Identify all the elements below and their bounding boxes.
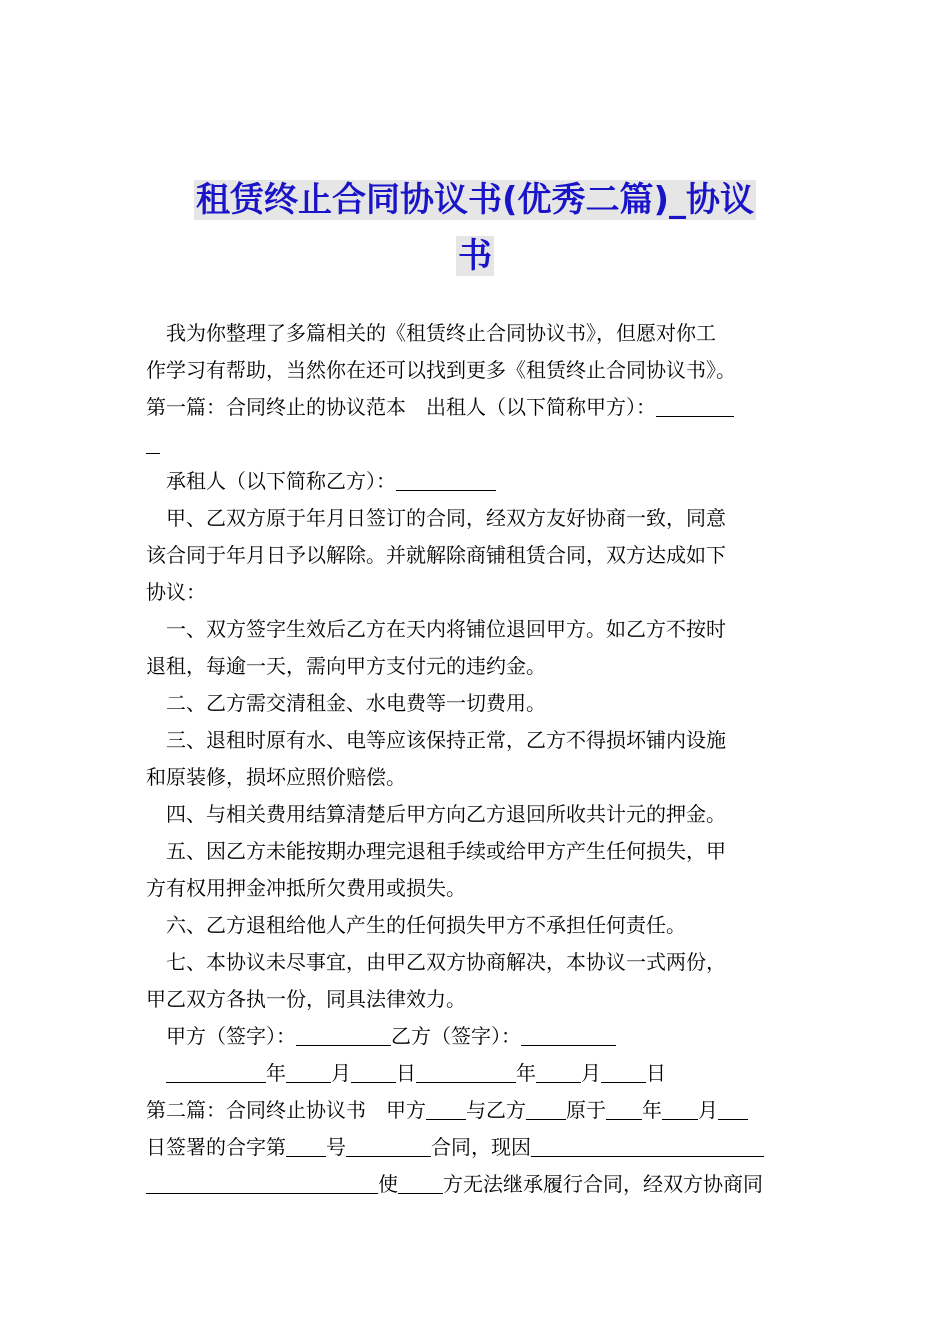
orig-year-blank: [606, 1099, 642, 1120]
date-b-day-label: 日: [646, 1061, 666, 1085]
originally-label: 原于: [566, 1098, 606, 1122]
party-b-sign-label: 乙方（签字）：: [391, 1024, 521, 1048]
date-b-month-blank: [536, 1062, 581, 1083]
lessor-blank-cont: [146, 433, 160, 454]
party-a-name-blank: [426, 1099, 466, 1120]
lessee-label: 承租人（以下简称乙方）：: [166, 469, 396, 493]
clause-6: 六、乙方退租给他人产生的任何损失甲方不承担任何责任。: [166, 913, 686, 937]
clause-7-line-1: 七、本协议未尽事宜，由甲乙双方协商解决，本协议一式两份，: [166, 950, 726, 974]
orig-year-label: 年: [642, 1098, 662, 1122]
party-b-sign-blank: [521, 1025, 616, 1046]
clause-3-line-1: 三、退租时原有水、电等应该保持正常，乙方不得损坏铺内设施: [166, 728, 726, 752]
contract-now-label: 合同，现因: [431, 1135, 531, 1159]
first-article-heading: 第一篇：合同终止的协议范本 出租人（以下简称甲方）：: [146, 395, 656, 419]
second-article-line-3: [146, 1166, 808, 1203]
document-body: [146, 315, 808, 1203]
date-a-day-label: 日: [396, 1061, 416, 1085]
second-article-rest: 方无法继承履行合同，经双方协商同: [443, 1172, 763, 1196]
second-article-line-2: [146, 1129, 808, 1166]
date-a-month-blank: [286, 1062, 331, 1083]
date-b-month-label: 月: [581, 1061, 601, 1085]
clause-5-line-2: 方有权用押金冲抵所欠费用或损失。: [146, 876, 466, 900]
date-b-year-blank: [416, 1062, 516, 1083]
para-intro-line-3: 协议：: [146, 580, 206, 604]
clause-5-line-1: 五、因乙方未能按期办理完退租手续或给甲方产生任何损失，甲: [166, 839, 726, 863]
signature-line: [146, 1018, 808, 1055]
date-a-day-blank: [351, 1062, 396, 1083]
clause-4: 四、与相关费用结算清楚后甲方向乙方退回所收共计元的押金。: [166, 802, 726, 826]
intro-line-2: 作学习有帮助，当然你在还可以找到更多《租赁终止合同协议书》。: [146, 358, 736, 382]
party-blank: [398, 1173, 443, 1194]
clause-1-line-2: 退租，每逾一天，需向甲方支付元的违约金。: [146, 654, 546, 678]
party-a-sign-label: 甲方（签字）：: [166, 1024, 296, 1048]
reason-blank: [531, 1136, 764, 1157]
clause-7-line-2: 甲乙双方各执一份，同具法律效力。: [146, 987, 466, 1011]
clause-2: 二、乙方需交清租金、水电费等一切费用。: [166, 691, 546, 715]
date-line: [146, 1055, 808, 1092]
caused-label: 使: [378, 1172, 398, 1196]
orig-month-blank: [662, 1099, 698, 1120]
date-b-day-blank: [601, 1062, 646, 1083]
date-a-year-label: 年: [266, 1061, 286, 1085]
lessor-blank: [656, 396, 734, 417]
contract-name-blank: [346, 1136, 431, 1157]
title-line-1: 租赁终止合同协议书(优秀二篇)_协议: [195, 180, 755, 220]
number-label: 号: [326, 1135, 346, 1159]
party-a-sign-blank: [296, 1025, 391, 1046]
orig-day-blank: [718, 1099, 748, 1120]
lessee-line: [146, 463, 808, 500]
para-intro-line-2: 该合同于年月日予以解除。并就解除商铺租赁合同，双方达成如下: [146, 543, 726, 567]
intro-line-1: 我为你整理了多篇相关的《租赁终止合同协议书》，但愿对你工: [166, 321, 716, 345]
second-article-line-1: [146, 1092, 808, 1129]
clause-1-line-1: 一、双方签字生效后乙方在天内将铺位退回甲方。如乙方不按时: [166, 617, 726, 641]
party-b-name-blank: [526, 1099, 566, 1120]
signed-label: 日签署的合字第: [146, 1135, 286, 1159]
orig-month-label: 月: [698, 1098, 718, 1122]
reason-blank-cont: [146, 1173, 378, 1194]
lessee-blank: [396, 470, 496, 491]
clause-3-line-2: 和原装修，损坏应照价赔偿。: [146, 765, 406, 789]
title-line-2: 书: [458, 236, 492, 276]
date-b-year-label: 年: [516, 1061, 536, 1085]
with-party-b-label: 与乙方: [466, 1098, 526, 1122]
intro-line-3: [146, 389, 808, 426]
contract-no-blank: [286, 1136, 326, 1157]
para-intro-line-1: 甲、乙双方原于年月日签订的合同，经双方友好协商一致，同意: [166, 506, 726, 530]
date-a-year-blank: [166, 1062, 266, 1083]
second-article-heading: 第二篇：合同终止协议书 甲方: [146, 1098, 426, 1122]
date-a-month-label: 月: [331, 1061, 351, 1085]
lessor-blank-wrap: [146, 426, 808, 463]
document-title: [150, 172, 800, 284]
